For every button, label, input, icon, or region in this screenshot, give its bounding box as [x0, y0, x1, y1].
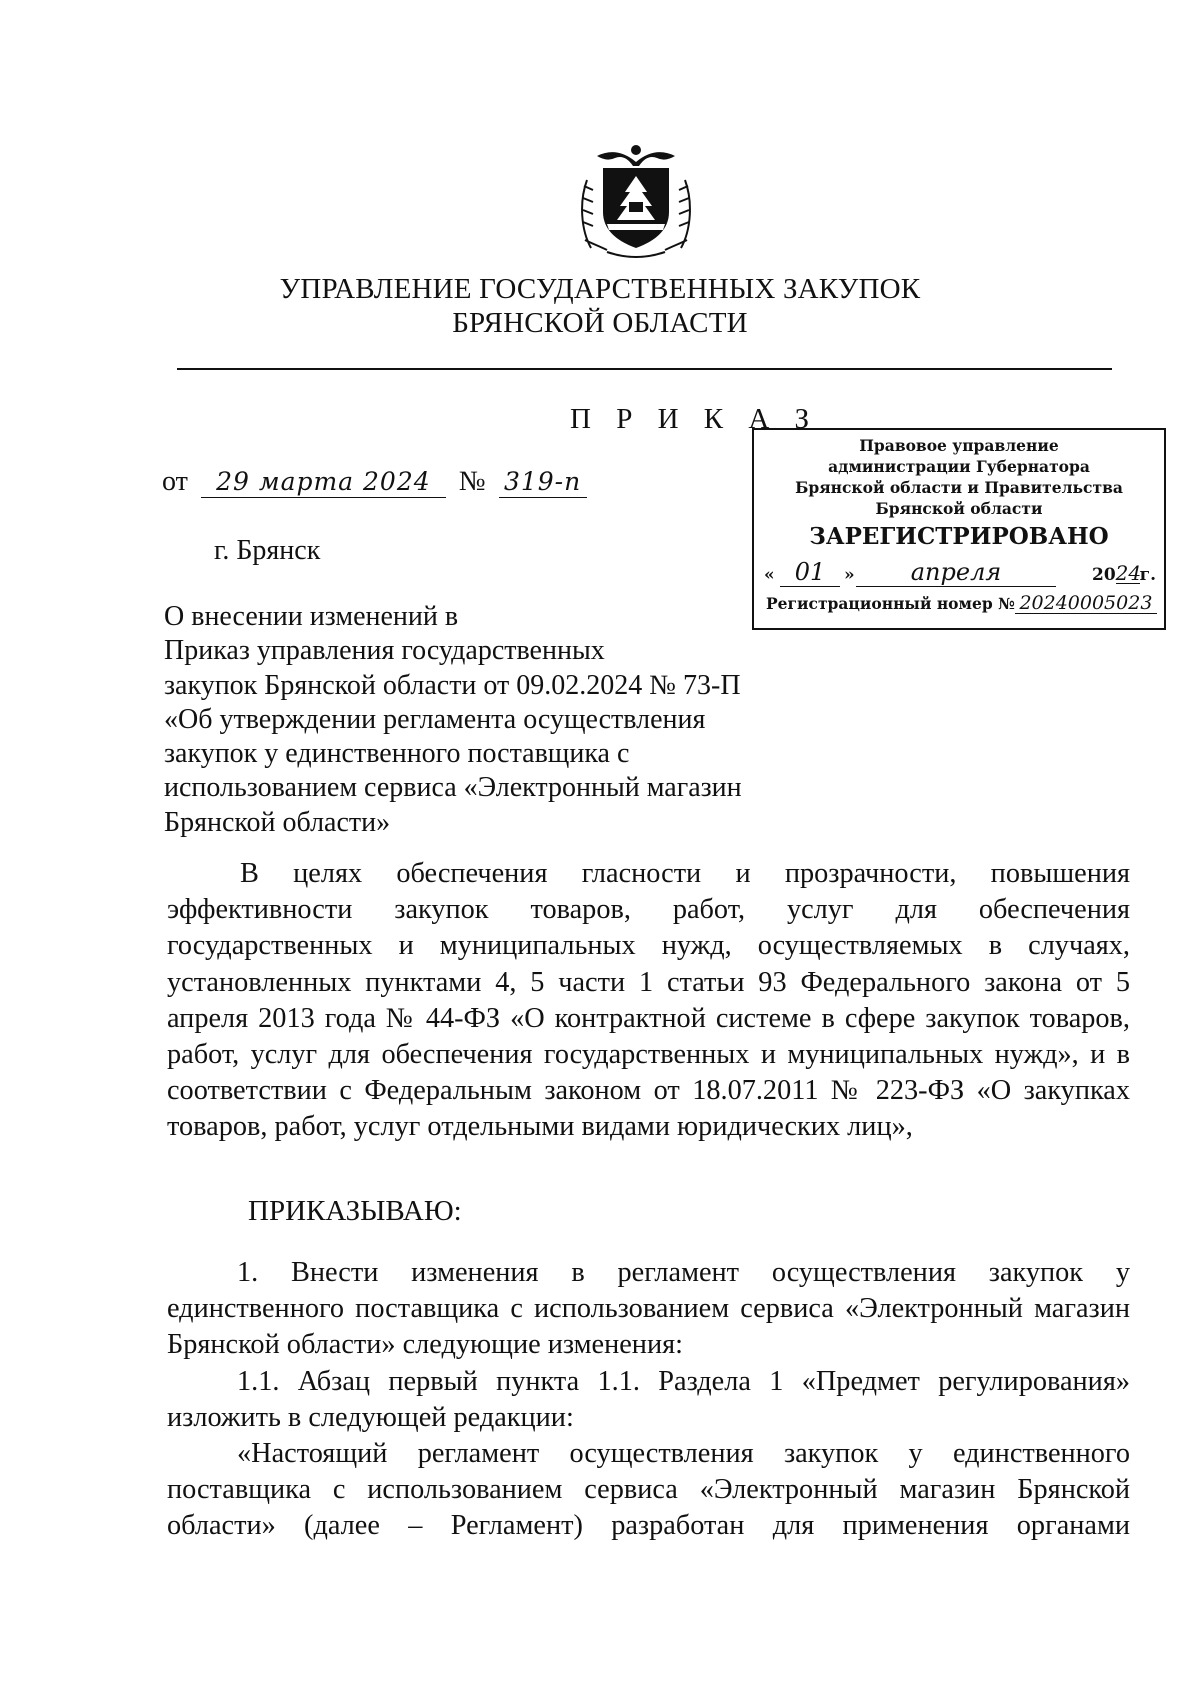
text-line: единственного поставщика с использованием сервиса «Электронный магазин [167, 1293, 1130, 1325]
preamble-paragraph [167, 856, 1130, 1146]
stamp-date [764, 555, 1156, 589]
stamp-line: Брянской области и Правительства [795, 478, 1123, 497]
text-line: поставщика с использованием сервиса «Электронный магазин Брянской [167, 1474, 1130, 1506]
stamp-year-handwritten: 24 [1115, 561, 1142, 585]
text-line: Брянской области» следующие изменения: [167, 1329, 683, 1361]
subject-line: О внесении изменений в [164, 601, 459, 632]
subject-line: закупок Брянской области от 09.02.2024 № 73-П [164, 669, 741, 701]
text-line: «Настоящий регламент осуществления закупок у единственного [237, 1438, 1130, 1470]
text-line: изложить в следующей редакции: [167, 1401, 574, 1433]
stamp-line: Правовое управление [859, 436, 1059, 455]
coat-of-arms-icon [577, 140, 695, 264]
stamp-line: Брянской области [875, 499, 1043, 518]
subject-line: Приказ управления государственных [164, 635, 605, 667]
from-label: от [162, 466, 188, 497]
city: г. Брянск [214, 535, 321, 566]
document-title: П Р И К А З [570, 403, 819, 435]
text-line: апреля 2013 года № 44-ФЗ «О контрактной системе в сфере закупок товаров, [167, 1002, 1130, 1034]
text-line: работ, услуг для обеспечения государственных и муниципальных нужд», и в [167, 1039, 1130, 1071]
stamp-line: администрации Губернатора [828, 457, 1090, 476]
subject-line: «Об утверждении регламента осуществления [164, 703, 706, 735]
stamp-reg-number-handwritten: 20240005023 [1015, 593, 1157, 614]
order-number-handwritten: 319-п [499, 467, 587, 498]
text-line: государственных и муниципальных нужд, осуществляемых в случаях, [167, 930, 1130, 962]
order-items [167, 1255, 1130, 1545]
order-date-line [162, 466, 587, 498]
text-line: эффективности закупок товаров, работ, услуг для обеспечения [167, 894, 1130, 926]
subject-line: закупок у единственного поставщика с [164, 738, 630, 770]
stamp-year-prefix: 20 [1091, 565, 1116, 585]
text-line: 1.1. Абзац первый пункта 1.1. Раздела 1 «Предмет регулирования» [237, 1365, 1130, 1397]
org-name-line2: БРЯНСКОЙ ОБЛАСТИ [452, 307, 748, 339]
subject-line: использованием сервиса «Электронный магазин [164, 772, 742, 804]
number-label: № [458, 466, 486, 497]
stamp-year [1092, 563, 1156, 585]
registration-stamp [752, 428, 1166, 630]
order-subject [164, 600, 764, 840]
stamp-quote-open: « [764, 565, 775, 585]
stamp-reg-label: Регистрационный номер № [766, 594, 1015, 613]
order-directive: ПРИКАЗЫВАЮ: [248, 1195, 462, 1227]
text-line: области» (далее – Регламент) разработан для применения органами [167, 1510, 1130, 1542]
stamp-registered: ЗАРЕГИСТРИРОВАНО [809, 523, 1109, 550]
stamp-registration-number [766, 593, 1164, 614]
order-date-handwritten: 29 марта 2024 [201, 467, 446, 498]
org-name-line1: УПРАВЛЕНИЕ ГОСУДАРСТВЕННЫХ ЗАКУПОК [279, 273, 921, 305]
text-line: соответствии с Федеральным законом от 18.07.2011 № 223-ФЗ «О закупках [167, 1075, 1130, 1107]
text-line: 1. Внести изменения в регламент осуществления закупок у [237, 1257, 1130, 1288]
subject-line: Брянской области» [164, 806, 391, 838]
stamp-year-suffix: г. [1139, 565, 1156, 585]
stamp-quote-close: » [844, 565, 855, 585]
stamp-day-handwritten: 01 [780, 558, 840, 587]
text-line: товаров, работ, услуг отдельными видами юридических лиц», [167, 1111, 913, 1143]
text-line: В целях обеспечения гласности и прозрачности, повышения [240, 858, 1130, 889]
header-divider [177, 368, 1112, 370]
text-line: установленных пунктами 4, 5 части 1 статьи 93 Федерального закона от 5 [167, 966, 1130, 998]
stamp-month-handwritten: апреля [856, 558, 1056, 587]
